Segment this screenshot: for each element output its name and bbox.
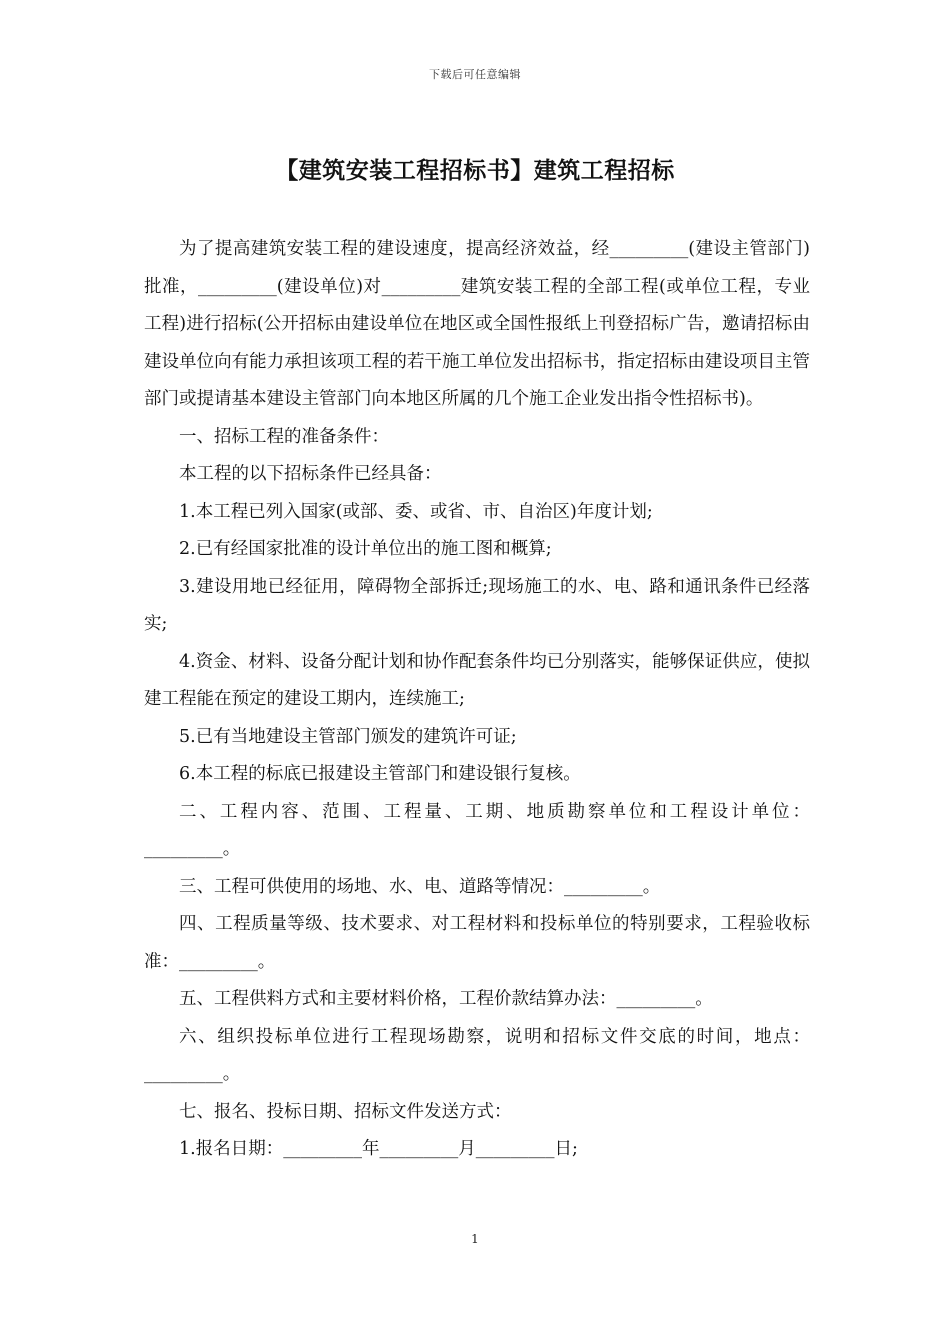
- section-four: 四、工程质量等级、技术要求、对工程材料和投标单位的特别要求，工程验收标准：_________。: [144, 914, 810, 972]
- conditions-intro: 本工程的以下招标条件已经具备：: [179, 464, 442, 484]
- section-seven-heading: 七、报名、投标日期、招标文件发送方式：: [179, 1101, 512, 1122]
- section-five: 五、工程供料方式和主要材料价格，工程价款结算办法：_________。: [179, 989, 713, 1009]
- condition-item-6: 6.本工程的标底已报建设主管部门和建设银行复核。: [179, 764, 581, 784]
- section-two: 二、工程内容、范围、工程量、工期、地质勘察单位和工程设计单位：_________。: [144, 801, 810, 859]
- page-number: 1: [471, 1232, 479, 1246]
- document-title: 【建筑安装工程招标书】建筑工程招标: [275, 157, 675, 184]
- condition-item-5: 5.已有当地建设主管部门颁发的建筑许可证;: [179, 726, 517, 747]
- header-note: 下载后可任意编辑: [429, 68, 521, 81]
- document-body: [144, 231, 810, 1169]
- condition-item-4: 4.资金、材料、设备分配计划和协作配套条件均已分别落实，能够保证供应，使拟建工程能在预定的建设工期内，连续施工;: [144, 651, 810, 709]
- section-one-heading: 一、招标工程的准备条件：: [179, 426, 389, 447]
- condition-item-1: 1.本工程已列入国家(或部、委、或省、市、自治区)年度计划;: [179, 501, 653, 522]
- condition-item-3: 3.建设用地已经征用，障碍物全部拆迁;现场施工的水、电、路和通讯条件已经落实;: [144, 576, 810, 634]
- section-three: 三、工程可供使用的场地、水、电、道路等情况：_________。: [179, 876, 661, 897]
- registration-date-item: 1.报名日期：_________年_________月_________日;: [179, 1139, 578, 1159]
- condition-item-2: 2.已有经国家批准的设计单位出的施工图和概算;: [179, 539, 552, 559]
- section-six: 六、组织投标单位进行工程现场勘察，说明和招标文件交底的时间，地点：_________。: [144, 1026, 810, 1084]
- intro-paragraph: 为了提高建筑安装工程的建设速度，提高经济效益，经_________(建设主管部门)批准，_________(建设单位)对_________建筑安装工程的全部工程(或单位工程，专业工程)进行招标(公开招标由建设单位在地区或全国性报纸上刊登招标广告，邀请招标由建设单位向有能力承担该项工程的若干施工单位发出招标书，指定招标由建设项目主管部门或提请基本建设主管部门向本地区所属的几个施工企业发出指令性招标书)。: [144, 239, 810, 409]
